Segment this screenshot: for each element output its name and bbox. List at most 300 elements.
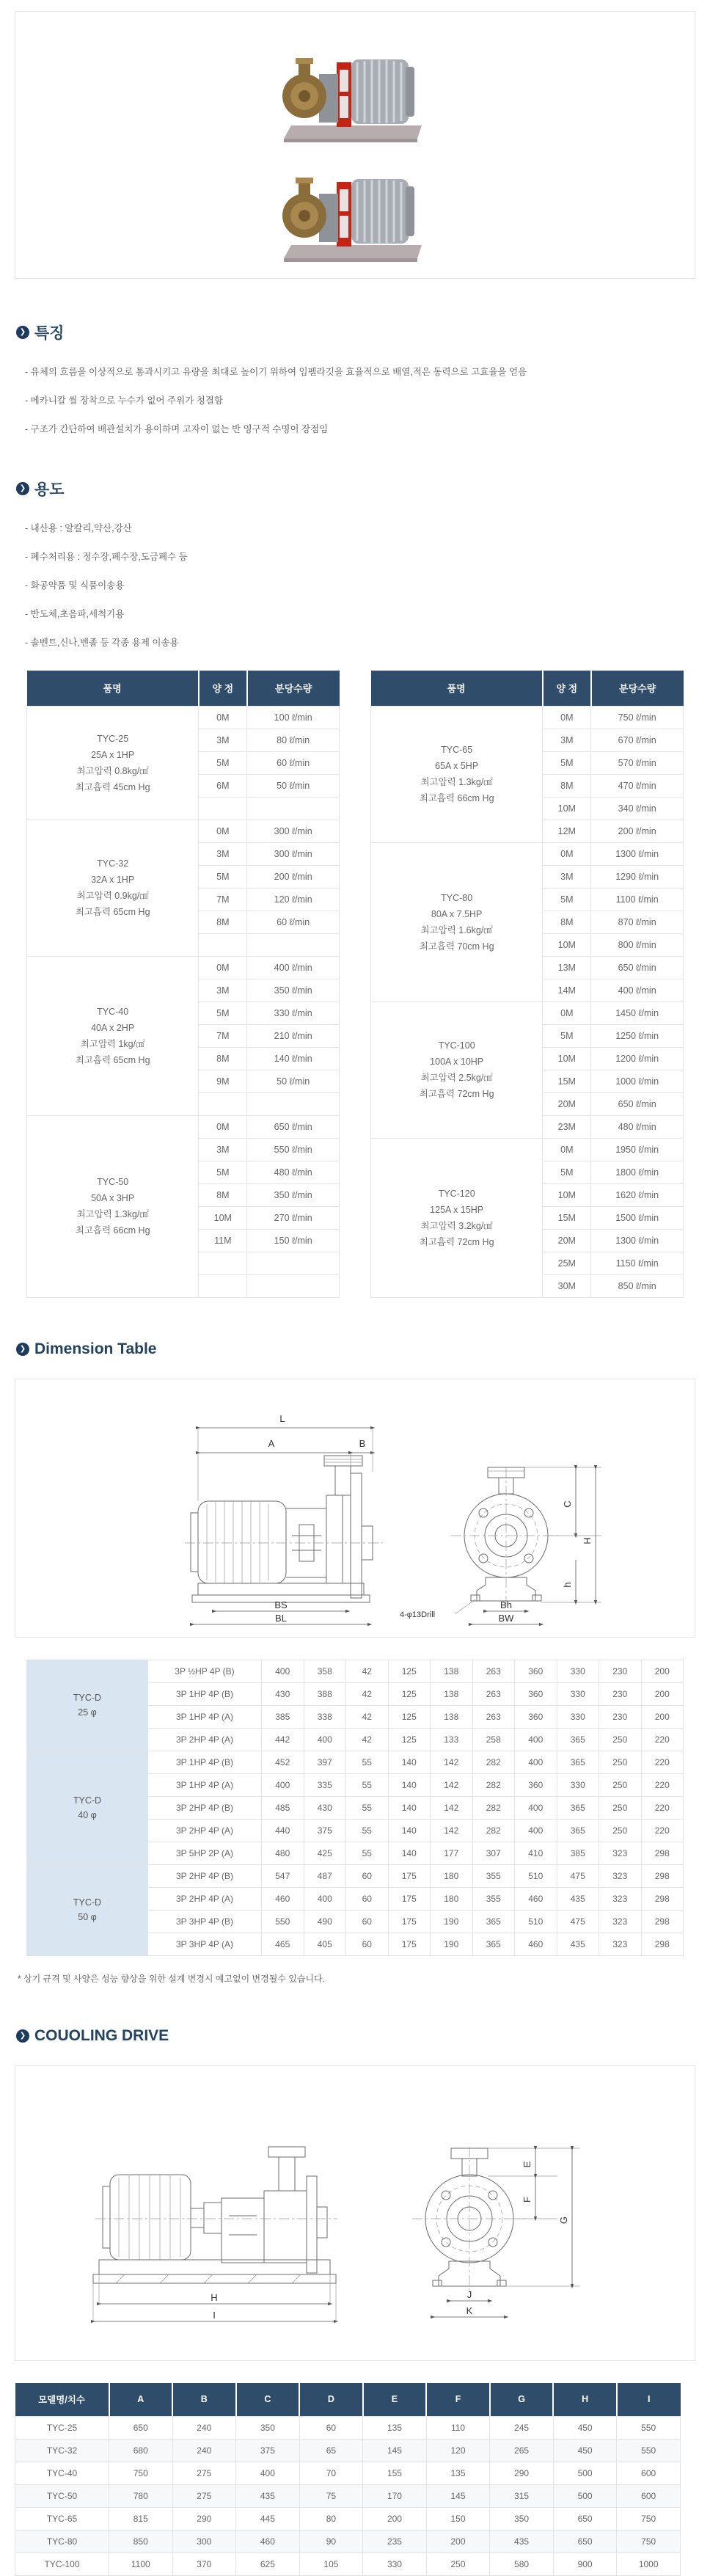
features-list xyxy=(25,367,695,435)
dimension-value-cell: 55 xyxy=(346,1751,389,1773)
coupling-value-cell: 500 xyxy=(553,2485,617,2508)
product-name-line: 최고압력 1.6kg/㎠ xyxy=(374,922,539,938)
coupling-value-cell: 460 xyxy=(236,2531,300,2553)
dimension-value-cell: 175 xyxy=(388,1864,431,1887)
coupling-value-cell: 600 xyxy=(617,2485,681,2508)
dimension-value-cell: 323 xyxy=(599,1842,642,1864)
dimension-value-cell: 550 xyxy=(262,1910,304,1933)
dimension-value-cell: 282 xyxy=(472,1819,515,1842)
coupling-row xyxy=(15,2485,681,2508)
dimension-value-cell: 442 xyxy=(262,1728,304,1751)
product-name-line: TYC-65 xyxy=(374,742,539,758)
product-name-line: 최고흡력 45cm Hg xyxy=(30,779,195,795)
dimension-value-cell: 230 xyxy=(599,1682,642,1705)
flow-value-cell: 570 ℓ/min xyxy=(591,751,684,774)
dimension-value-cell: 388 xyxy=(304,1682,346,1705)
dimension-value-cell: 60 xyxy=(346,1910,389,1933)
flow-value-cell: 50 ℓ/min xyxy=(247,1070,340,1092)
head-value-cell: 3M xyxy=(199,842,247,865)
dimension-value-cell: 365 xyxy=(557,1796,599,1819)
coupling-drawing-box xyxy=(15,2065,695,2361)
coupling-value-cell: 900 xyxy=(553,2553,617,2576)
spec-row xyxy=(27,820,340,842)
svg-text:C: C xyxy=(562,1500,573,1507)
column-header: 분당수량 xyxy=(591,671,684,706)
dimension-value-cell: 323 xyxy=(599,1864,642,1887)
coupling-value-cell: 240 xyxy=(172,2417,236,2440)
dimension-value-cell: 60 xyxy=(346,1887,389,1910)
motor-spec-cell: 3P 1HP 4P (A) xyxy=(148,1773,262,1796)
dimension-value-cell: 298 xyxy=(641,1887,684,1910)
dimension-value-cell: 142 xyxy=(431,1796,473,1819)
dimension-value-cell: 250 xyxy=(599,1796,642,1819)
svg-text:H: H xyxy=(582,1537,593,1544)
dimension-value-cell: 220 xyxy=(641,1796,684,1819)
coupling-value-cell: 780 xyxy=(109,2485,173,2508)
dimension-value-cell: 55 xyxy=(346,1773,389,1796)
dimension-value-cell: 220 xyxy=(641,1773,684,1796)
dimension-value-cell: 400 xyxy=(262,1660,304,1682)
dimension-value-cell: 282 xyxy=(472,1796,515,1819)
dimension-value-cell: 400 xyxy=(262,1773,304,1796)
coupling-value-cell: 850 xyxy=(109,2531,173,2553)
dimension-value-cell: 465 xyxy=(262,1933,304,1955)
dimension-value-cell: 358 xyxy=(304,1660,346,1682)
dimension-value-cell: 400 xyxy=(304,1728,346,1751)
model-group-cell xyxy=(27,1864,148,1955)
dimension-value-cell: 142 xyxy=(431,1751,473,1773)
dimension-value-cell: 460 xyxy=(262,1887,304,1910)
column-header: 품명 xyxy=(27,671,199,706)
dimension-value-cell: 360 xyxy=(515,1773,557,1796)
dimension-value-cell: 55 xyxy=(346,1796,389,1819)
dimension-value-cell: 55 xyxy=(346,1842,389,1864)
bullet-item: - 반도체,초음파,세척기용 xyxy=(25,609,695,620)
product-name-cell xyxy=(371,706,543,842)
motor-spec-cell: 3P 2HP 4P (A) xyxy=(148,1819,262,1842)
dimension-value-cell: 282 xyxy=(472,1751,515,1773)
flow-value-cell: 870 ℓ/min xyxy=(591,911,684,933)
flow-value-cell: 1100 ℓ/min xyxy=(591,888,684,911)
head-value-cell: 5M xyxy=(199,1001,247,1024)
flow-value-cell: 330 ℓ/min xyxy=(247,1001,340,1024)
dimension-value-cell: 430 xyxy=(304,1796,346,1819)
coupling-value-cell: 330 xyxy=(363,2553,427,2576)
chevron-circle-icon: ❯ xyxy=(16,482,29,495)
motor-spec-cell: 3P 1HP 4P (B) xyxy=(148,1682,262,1705)
head-value-cell: 10M xyxy=(543,933,591,956)
head-value-cell: 8M xyxy=(543,774,591,797)
svg-text:K: K xyxy=(466,2305,473,2316)
coupling-value-cell: 120 xyxy=(426,2440,490,2462)
svg-text:L: L xyxy=(279,1413,285,1424)
product-name-line: 최고흡력 72cm Hg xyxy=(374,1234,539,1250)
dimension-value-cell: 282 xyxy=(472,1773,515,1796)
svg-text:Bh: Bh xyxy=(500,1599,512,1610)
dimension-value-cell: 177 xyxy=(431,1842,473,1864)
coupling-value-cell: 435 xyxy=(490,2531,554,2553)
product-name-line: 100A x 10HP xyxy=(374,1054,539,1070)
coupling-value-cell: 90 xyxy=(299,2531,363,2553)
dimension-value-cell: 125 xyxy=(388,1705,431,1728)
coupling-value-cell: 200 xyxy=(363,2508,427,2531)
usage-list xyxy=(25,523,695,649)
dimension-value-cell: 263 xyxy=(472,1660,515,1682)
dimension-value-cell: 323 xyxy=(599,1933,642,1955)
model-name-cell: TYC-50 xyxy=(15,2485,109,2508)
model-group-cell xyxy=(27,1751,148,1864)
coupling-value-cell: 750 xyxy=(109,2462,173,2485)
flow-value-cell: 470 ℓ/min xyxy=(591,774,684,797)
column-header: D xyxy=(299,2383,363,2417)
head-value-cell: 9M xyxy=(199,1070,247,1092)
coupling-value-cell: 650 xyxy=(553,2531,617,2553)
product-name-line: 최고압력 2.5kg/㎠ xyxy=(374,1070,539,1086)
bullet-item: - 솔벤트,신나,벤졸 등 각종 용제 이송용 xyxy=(25,638,695,649)
spec-header-row xyxy=(27,671,340,706)
dimension-table xyxy=(26,1660,684,1956)
spec-row xyxy=(27,956,340,979)
product-name-line: 최고흡력 66cm Hg xyxy=(30,1222,195,1238)
coupling-value-cell: 65 xyxy=(299,2440,363,2462)
dimension-drawing-box xyxy=(15,1379,695,1638)
dimension-value-cell: 180 xyxy=(431,1887,473,1910)
product-name-line: 최고압력 1.3kg/㎠ xyxy=(30,1206,195,1222)
coupling-value-cell: 450 xyxy=(553,2440,617,2462)
model-name-cell: TYC-25 xyxy=(15,2417,109,2440)
head-value-cell: 8M xyxy=(199,911,247,933)
head-value-cell: 20M xyxy=(543,1092,591,1115)
svg-text:BS: BS xyxy=(274,1599,288,1610)
flow-value-cell: 670 ℓ/min xyxy=(591,729,684,751)
dimension-value-cell: 220 xyxy=(641,1728,684,1751)
head-value-cell: 5M xyxy=(199,1161,247,1183)
flow-value-cell: 650 ℓ/min xyxy=(247,1115,340,1138)
motor-spec-cell: 3P 3HP 4P (B) xyxy=(148,1910,262,1933)
column-header: 분당수량 xyxy=(247,671,340,706)
coupling-value-cell: 240 xyxy=(172,2440,236,2462)
dimension-row xyxy=(27,1864,684,1887)
coupling-value-cell: 625 xyxy=(236,2553,300,2576)
head-value-cell: 0M xyxy=(543,1138,591,1161)
model-group-cell xyxy=(27,1660,148,1751)
flow-value-cell: 340 ℓ/min xyxy=(591,797,684,820)
head-value-cell: 3M xyxy=(543,729,591,751)
dimension-value-cell: 330 xyxy=(557,1773,599,1796)
product-name-line: 최고흡력 66cm Hg xyxy=(374,790,539,806)
dimension-value-cell: 200 xyxy=(641,1660,684,1682)
dimension-value-cell: 263 xyxy=(472,1682,515,1705)
dimension-value-cell: 142 xyxy=(431,1819,473,1842)
model-name-cell: TYC-100 xyxy=(15,2553,109,2576)
pump-photo-bottom xyxy=(278,141,432,269)
coupling-value-cell: 145 xyxy=(426,2485,490,2508)
spec-row xyxy=(27,1115,340,1138)
dimension-value-cell: 230 xyxy=(599,1705,642,1728)
dimension-value-cell: 250 xyxy=(599,1751,642,1773)
flow-value-cell: 140 ℓ/min xyxy=(247,1047,340,1070)
dimension-value-cell: 60 xyxy=(346,1864,389,1887)
head-value-cell: 3M xyxy=(199,729,247,751)
dimension-value-cell: 335 xyxy=(304,1773,346,1796)
dimension-value-cell: 460 xyxy=(515,1887,557,1910)
features-title: 특징 xyxy=(34,321,65,343)
dimension-value-cell: 510 xyxy=(515,1864,557,1887)
flow-value-cell: 1300 ℓ/min xyxy=(591,1229,684,1252)
product-name-line: 최고흡력 70cm Hg xyxy=(374,938,539,955)
coupling-value-cell: 580 xyxy=(490,2553,554,2576)
flow-value-cell: 1500 ℓ/min xyxy=(591,1206,684,1229)
dimension-heading xyxy=(16,1340,695,1358)
product-name-line: TYC-80 xyxy=(374,890,539,906)
head-value-cell: 0M xyxy=(543,706,591,729)
bullet-item: - 구조가 간단하여 배관설치가 용이하며 고자이 없는 반 영구적 수명이 장점임 xyxy=(25,424,695,435)
product-name-cell xyxy=(371,1001,543,1138)
dimension-value-cell: 330 xyxy=(557,1682,599,1705)
head-value-cell: 8M xyxy=(199,1183,247,1206)
flow-value-cell: 800 ℓ/min xyxy=(591,933,684,956)
column-header: 양 정 xyxy=(199,671,247,706)
flow-value-cell: 80 ℓ/min xyxy=(247,729,340,751)
dimension-value-cell: 180 xyxy=(431,1864,473,1887)
product-name-line: 50A x 3HP xyxy=(30,1190,195,1206)
coupling-value-cell: 600 xyxy=(617,2462,681,2485)
svg-text:J: J xyxy=(467,2289,472,2300)
dimension-value-cell: 480 xyxy=(262,1842,304,1864)
dimension-value-cell: 338 xyxy=(304,1705,346,1728)
coupling-value-cell: 235 xyxy=(363,2531,427,2553)
dimension-value-cell: 140 xyxy=(388,1773,431,1796)
flow-value-cell: 270 ℓ/min xyxy=(247,1206,340,1229)
column-header: 품명 xyxy=(371,671,543,706)
flow-value-cell: 650 ℓ/min xyxy=(591,1092,684,1115)
model-group-line: 50 φ xyxy=(29,1910,146,1924)
dimension-row xyxy=(27,1660,684,1682)
head-value-cell: 0M xyxy=(199,820,247,842)
column-header: C xyxy=(236,2383,300,2417)
coupling-value-cell: 400 xyxy=(236,2462,300,2485)
coupling-value-cell: 145 xyxy=(363,2440,427,2462)
coupling-value-cell: 250 xyxy=(426,2553,490,2576)
coupling-value-cell: 500 xyxy=(553,2462,617,2485)
head-value-cell: 7M xyxy=(199,888,247,911)
dimension-drawing xyxy=(22,1385,688,1631)
product-name-line: TYC-40 xyxy=(30,1004,195,1020)
product-name-line: 최고흡력 72cm Hg xyxy=(374,1086,539,1102)
dimension-value-cell: 360 xyxy=(515,1682,557,1705)
motor-spec-cell: 3P 2HP 4P (A) xyxy=(148,1728,262,1751)
flow-value-cell: 480 ℓ/min xyxy=(247,1161,340,1183)
dimension-value-cell: 140 xyxy=(388,1751,431,1773)
dimension-value-cell: 42 xyxy=(346,1728,389,1751)
dimension-value-cell: 452 xyxy=(262,1751,304,1773)
head-value-cell xyxy=(199,1252,247,1274)
svg-text:A: A xyxy=(268,1438,275,1449)
dimension-value-cell: 190 xyxy=(431,1933,473,1955)
head-value-cell: 8M xyxy=(199,1047,247,1070)
dimension-value-cell: 360 xyxy=(515,1705,557,1728)
coupling-value-cell: 435 xyxy=(236,2485,300,2508)
coupling-value-cell: 1000 xyxy=(617,2553,681,2576)
flow-value-cell: 1300 ℓ/min xyxy=(591,842,684,865)
dimension-value-cell: 140 xyxy=(388,1796,431,1819)
column-header: A xyxy=(109,2383,173,2417)
flow-value-cell: 1950 ℓ/min xyxy=(591,1138,684,1161)
dimension-value-cell: 547 xyxy=(262,1864,304,1887)
coupling-drawing xyxy=(22,2072,688,2354)
svg-text:BW: BW xyxy=(499,1613,515,1624)
head-value-cell: 20M xyxy=(543,1229,591,1252)
flow-value-cell: 1150 ℓ/min xyxy=(591,1252,684,1274)
head-value-cell: 15M xyxy=(543,1070,591,1092)
flow-value-cell: 1250 ℓ/min xyxy=(591,1024,684,1047)
spec-row xyxy=(371,842,684,865)
dimension-value-cell: 365 xyxy=(557,1819,599,1842)
motor-spec-cell: 3P 1HP 4P (A) xyxy=(148,1705,262,1728)
flow-value-cell: 150 ℓ/min xyxy=(247,1229,340,1252)
column-header: H xyxy=(553,2383,617,2417)
column-header: E xyxy=(363,2383,427,2417)
head-value-cell: 10M xyxy=(543,1183,591,1206)
head-value-cell: 8M xyxy=(543,911,591,933)
dimension-value-cell: 175 xyxy=(388,1887,431,1910)
coupling-value-cell: 290 xyxy=(172,2508,236,2531)
product-name-line: 최고압력 1kg/㎠ xyxy=(30,1036,195,1052)
head-value-cell: 3M xyxy=(199,979,247,1001)
flow-value-cell xyxy=(247,1252,340,1274)
dimension-value-cell: 460 xyxy=(515,1933,557,1955)
dimension-value-cell: 230 xyxy=(599,1660,642,1682)
flow-value-cell: 1000 ℓ/min xyxy=(591,1070,684,1092)
head-value-cell: 23M xyxy=(543,1115,591,1138)
dimension-value-cell: 440 xyxy=(262,1819,304,1842)
column-header: I xyxy=(617,2383,681,2417)
head-value-cell: 0M xyxy=(199,1115,247,1138)
dimension-value-cell: 475 xyxy=(557,1864,599,1887)
coupling-value-cell: 135 xyxy=(363,2417,427,2440)
product-name-cell xyxy=(27,820,199,956)
motor-spec-cell: 3P 2HP 4P (A) xyxy=(148,1887,262,1910)
flow-value-cell: 650 ℓ/min xyxy=(591,956,684,979)
coupling-value-cell: 135 xyxy=(426,2462,490,2485)
spec-table-right xyxy=(370,671,684,1298)
product-name-line: 최고흡력 65cm Hg xyxy=(30,1052,195,1068)
flow-value-cell: 60 ℓ/min xyxy=(247,751,340,774)
head-value-cell: 11M xyxy=(199,1229,247,1252)
dimension-value-cell: 485 xyxy=(262,1796,304,1819)
head-value-cell: 7M xyxy=(199,1024,247,1047)
flow-value-cell: 1800 ℓ/min xyxy=(591,1161,684,1183)
spec-header-row xyxy=(371,671,684,706)
coupling-heading xyxy=(16,2027,695,2045)
pump-photo-top xyxy=(278,21,432,150)
dimension-value-cell: 200 xyxy=(641,1705,684,1728)
product-name-line: TYC-50 xyxy=(30,1174,195,1190)
dimension-value-cell: 510 xyxy=(515,1910,557,1933)
flow-value-cell: 350 ℓ/min xyxy=(247,1183,340,1206)
dimension-value-cell: 55 xyxy=(346,1819,389,1842)
coupling-value-cell: 750 xyxy=(617,2508,681,2531)
dimension-value-cell: 220 xyxy=(641,1751,684,1773)
flow-value-cell: 480 ℓ/min xyxy=(591,1115,684,1138)
motor-spec-cell: 3P ½HP 4P (B) xyxy=(148,1660,262,1682)
dimension-value-cell: 142 xyxy=(431,1773,473,1796)
dimension-value-cell: 430 xyxy=(262,1682,304,1705)
head-value-cell: 5M xyxy=(543,888,591,911)
flow-value-cell: 350 ℓ/min xyxy=(247,979,340,1001)
product-name-line: 최고압력 0.8kg/㎠ xyxy=(30,763,195,779)
motor-spec-cell: 3P 2HP 4P (B) xyxy=(148,1864,262,1887)
head-value-cell: 30M xyxy=(543,1274,591,1297)
bullet-item: - 메카니칼 씰 장착으로 누수가 없어 주위가 청결함 xyxy=(25,395,695,406)
coupling-value-cell: 170 xyxy=(363,2485,427,2508)
head-value-cell: 5M xyxy=(199,865,247,888)
dimension-value-cell: 200 xyxy=(641,1682,684,1705)
product-name-line: TYC-25 xyxy=(30,731,195,747)
head-value-cell: 3M xyxy=(199,1138,247,1161)
dimension-value-cell: 410 xyxy=(515,1842,557,1864)
product-name-line: TYC-120 xyxy=(374,1186,539,1202)
coupling-row xyxy=(15,2553,681,2576)
model-name-cell: TYC-32 xyxy=(15,2440,109,2462)
spec-tables-container xyxy=(26,671,684,1298)
dimension-value-cell: 250 xyxy=(599,1773,642,1796)
coupling-value-cell: 275 xyxy=(172,2462,236,2485)
coupling-value-cell: 80 xyxy=(299,2508,363,2531)
motor-spec-cell: 3P 1HP 4P (B) xyxy=(148,1751,262,1773)
head-value-cell xyxy=(199,933,247,956)
dimension-value-cell: 323 xyxy=(599,1910,642,1933)
head-value-cell: 5M xyxy=(543,1024,591,1047)
product-name-line: 125A x 15HP xyxy=(374,1202,539,1218)
model-name-cell: TYC-80 xyxy=(15,2531,109,2553)
head-value-cell: 13M xyxy=(543,956,591,979)
flow-value-cell xyxy=(247,797,340,820)
coupling-value-cell: 650 xyxy=(109,2417,173,2440)
model-group-line: TYC-D xyxy=(29,1895,146,1910)
head-value-cell: 0M xyxy=(543,1001,591,1024)
flow-value-cell xyxy=(247,1274,340,1297)
coupling-value-cell: 110 xyxy=(426,2417,490,2440)
svg-text:I: I xyxy=(213,2310,216,2321)
coupling-value-cell: 375 xyxy=(236,2440,300,2462)
dimension-value-cell: 487 xyxy=(304,1864,346,1887)
dimension-value-cell: 475 xyxy=(557,1910,599,1933)
coupling-value-cell: 815 xyxy=(109,2508,173,2531)
dimension-value-cell: 400 xyxy=(515,1819,557,1842)
dimension-value-cell: 133 xyxy=(431,1728,473,1751)
dimension-value-cell: 400 xyxy=(515,1796,557,1819)
model-name-cell: TYC-40 xyxy=(15,2462,109,2485)
dimension-value-cell: 490 xyxy=(304,1910,346,1933)
svg-text:h: h xyxy=(562,1582,573,1587)
head-value-cell: 5M xyxy=(543,751,591,774)
column-header: 양 정 xyxy=(543,671,591,706)
motor-spec-cell: 3P 2HP 4P (B) xyxy=(148,1796,262,1819)
coupling-value-cell: 60 xyxy=(299,2417,363,2440)
coupling-value-cell: 245 xyxy=(490,2417,554,2440)
model-group-line: TYC-D xyxy=(29,1793,146,1808)
flow-value-cell: 210 ℓ/min xyxy=(247,1024,340,1047)
dimension-value-cell: 125 xyxy=(388,1728,431,1751)
svg-text:E: E xyxy=(521,2161,532,2167)
dimension-value-cell: 355 xyxy=(472,1864,515,1887)
coupling-value-cell: 75 xyxy=(299,2485,363,2508)
product-name-line: 80A x 7.5HP xyxy=(374,906,539,922)
coupling-value-cell: 350 xyxy=(236,2417,300,2440)
coupling-value-cell: 265 xyxy=(490,2440,554,2462)
coupling-row xyxy=(15,2462,681,2485)
